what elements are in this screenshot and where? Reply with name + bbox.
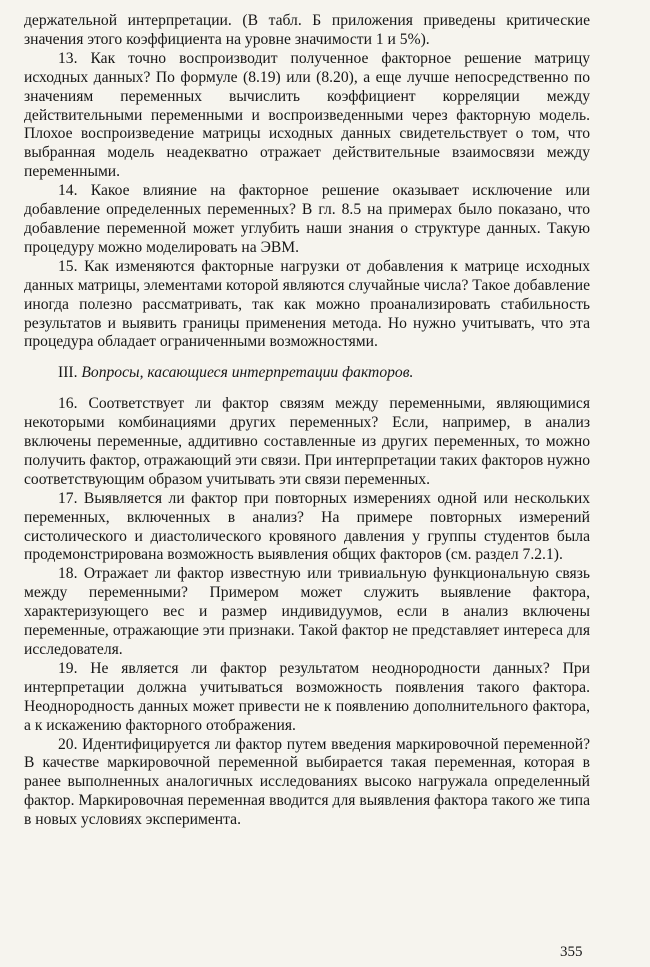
section-numeral: III. <box>58 364 78 382</box>
paragraph-19: 19. Не является ли фактор результатом неоднородности данных? При интерпретации должна учитываться возможность появления такого фактора. Неоднородность данных может привести не к появлению дополнительного фактора, а к искажению факторного отображения. <box>24 659 590 734</box>
paragraph-17: 17. Выявляется ли фактор при повторных измерениях одной или нескольких переменных, включенных в анализ? На примере повторных измерений систолического и диастолического кровяного давления у группы студентов была продемонстрирована возможность выявления общих факторов (см. раздел 7.2.1). <box>24 489 590 564</box>
section-heading <box>24 364 590 383</box>
body-text <box>24 12 590 830</box>
paragraph-13: 13. Как точно воспроизводит полученное факторное решение матрицу исходных данных? По формуле (8.19) или (8.20), а еще лучше непосредственно по значениям переменных вычислить коэффициент корреляции между действительными переменными и воспроизведенными через факторную модель. Плохое воспроизведение матрицы исходных данных свидетельствует о том, что выбранная модель неадекватно отражает действительные взаимосвязи между переменными. <box>24 49 590 181</box>
paragraph-18: 18. Отражает ли фактор известную или тривиальную функциональную связь между переменными? Примером может служить выявление фактора, характеризующего вес и размер индивидуумов, если в анализ включены переменные, отражающие эти признаки. Такой фактор не представляет интереса для исследователя. <box>24 565 590 658</box>
section-title: Вопросы, касающиеся интерпретации факторов. <box>81 364 414 382</box>
paragraph-15: 15. Как изменяются факторные нагрузки от добавления к матрице исходных данных матрицы, элементами которой являются случайные числа? Такое добавление иногда полезно рассматривать, так как можно проанализировать стабильность результатов и выявить границы применения метода. Но нужно учитывать, что эта процедура обладает ограниченными возможностями. <box>24 257 590 351</box>
page-number: 355 <box>560 944 583 960</box>
paragraph-continuation: держательной интерпретации. (В табл. Б приложения приведены критические значения этого коэффициента на уровне значимости 1 и 5%). <box>24 12 590 48</box>
paragraph-16: 16. Соответствует ли фактор связям между переменными, являющимися некоторыми комбинациями других переменных? Если, например, в анализ включены переменные, аддитивно составленные из других переменных, то можно получить фактор, отражающий эти связи. При интерпретации таких факторов нужно соответствующим образом учитывать эти связи переменных. <box>24 395 590 488</box>
paragraph-20: 20. Идентифицируется ли фактор путем введения маркировочной переменной? В качестве маркировочной переменной выбирается такая переменная, которая в ранее выполненных аналогичных исследованиях высоко нагружала определенный фактор. Маркировочная переменная вводится для выявления фактора такого же типа в новых условиях эксперимента. <box>24 735 590 829</box>
paragraph-14: 14. Какое влияние на факторное решение оказывает исключение или добавление определенных переменных? В гл. 8.5 на примерах было показано, что добавление переменной может углубить наши знания о структуре данных. Такую процедуру можно моделировать на ЭВМ. <box>24 182 590 256</box>
